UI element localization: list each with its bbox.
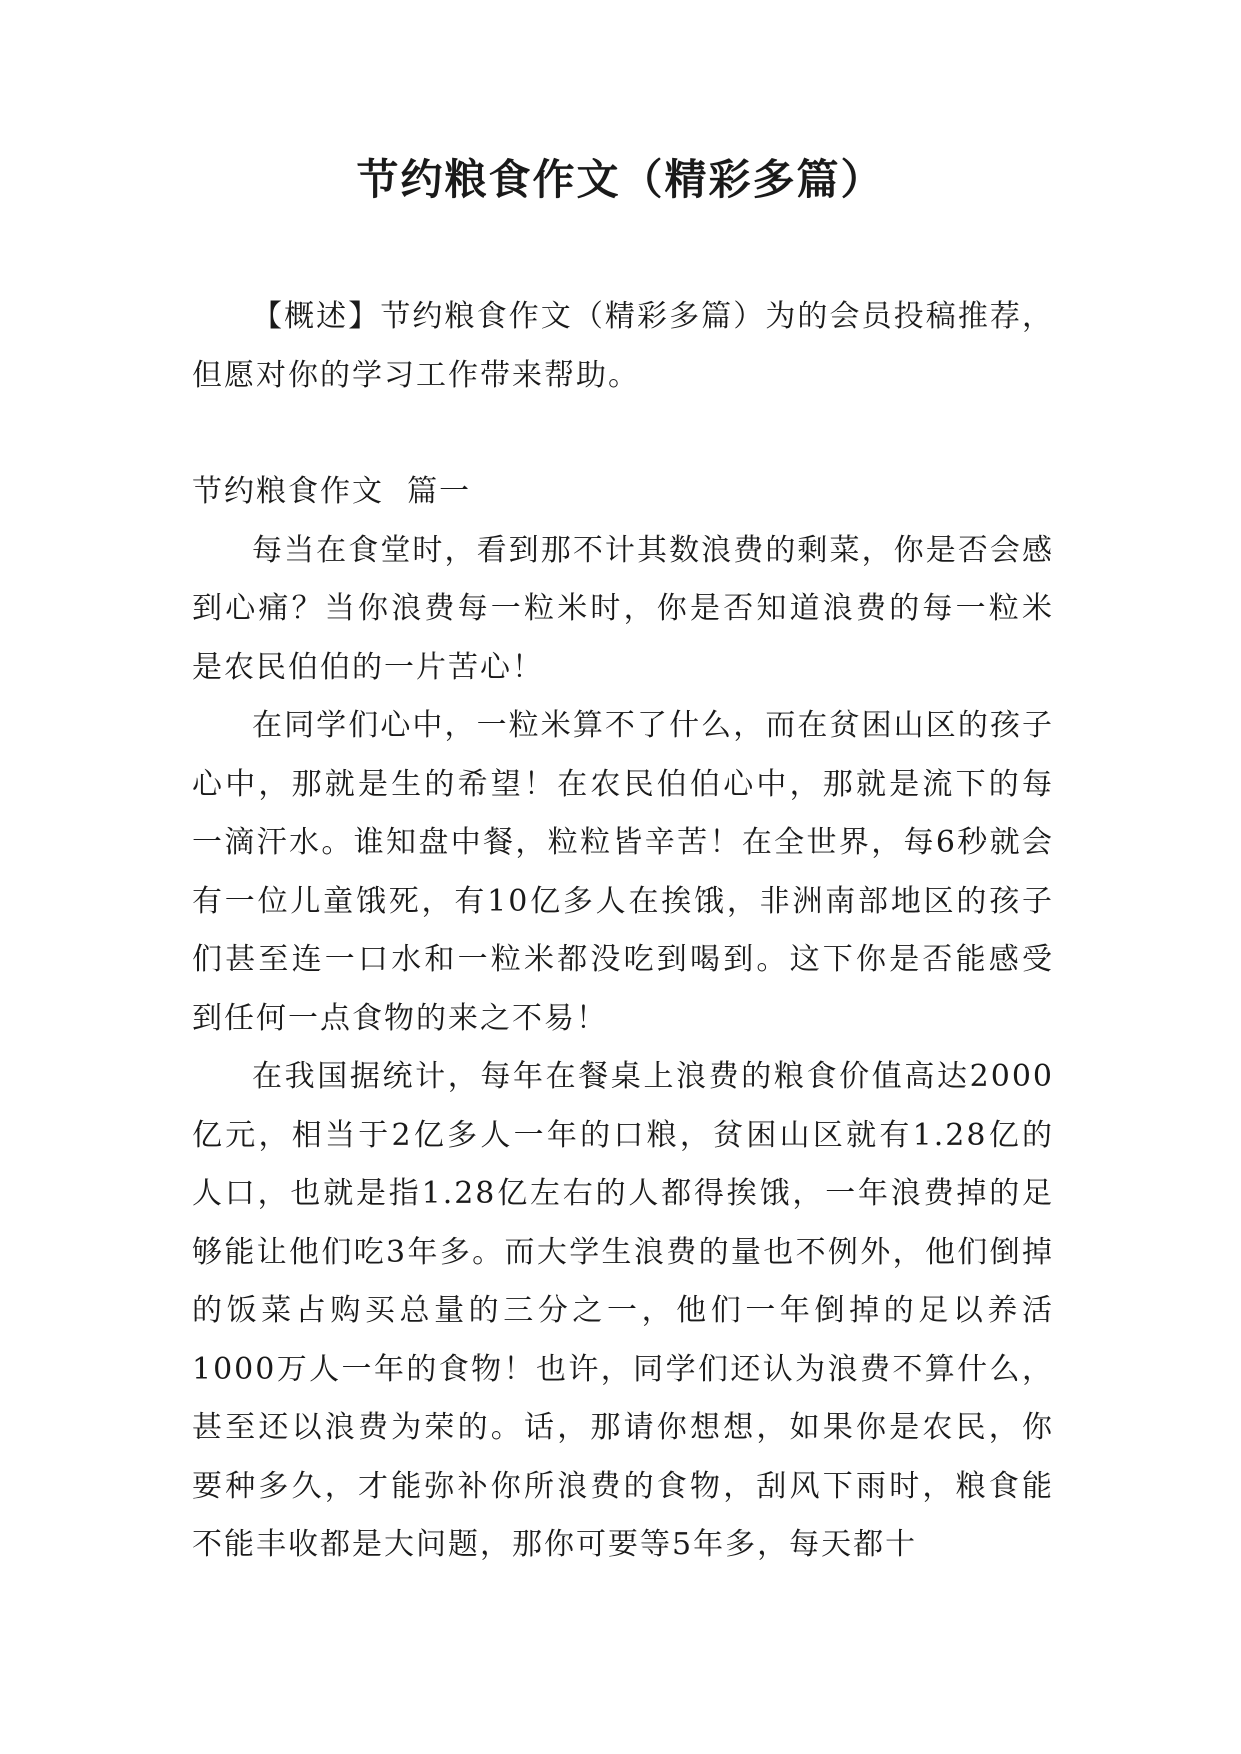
- body-paragraph: 在我国据统计，每年在餐桌上浪费的粮食价值高达2000亿元，相当于2亿多人一年的口粮，贫困山区就有1.28亿的人口，也就是指1.28亿左右的人都得挨饿，一年浪费掉的足够能让他们吃3年多。而大学生浪费的量也不例外，他们倒掉的饭菜占购买总量的三分之一，他们一年倒掉的足以养活1000万人一年的食物！也许，同学们还认为浪费不算什么，甚至还以浪费为荣的。话，那请你想想，如果你是农民，你要种多久，才能弥补你所浪费的食物，刮风下雨时，粮食能不能丰收都是大问题，那你可要等5年多，每天都十: [192, 1059, 1054, 1562]
- body-paragraph: 在同学们心中，一粒米算不了什么，而在贫困山区的孩子心中，那就是生的希望！在农民伯伯心中，那就是流下的每一滴汗水。谁知盘中餐，粒粒皆辛苦！在全世界，每6秒就会有一位儿童饿死，有10亿多人在挨饿，非洲南部地区的孩子们甚至连一口水和一粒米都没吃到喝到。这下你是否能感受到任何一点食物的来之不易！: [192, 708, 1054, 1036]
- summary-paragraph: 【概述】节约粮食作文（精彩多篇）为的会员投稿推荐，但愿对你的学习工作带来帮助。: [192, 299, 1054, 393]
- document-title: 节约粮食作文（精彩多篇）: [356, 155, 885, 204]
- body-paragraph: 每当在食堂时，看到那不计其数浪费的剩菜，你是否会感到心痛？当你浪费每一粒米时，你是否知道浪费的每一粒米是农民伯伯的一片苦心！: [192, 532, 1054, 685]
- section-heading: 节约粮食作文 篇一: [192, 474, 472, 509]
- document-body: [192, 288, 1054, 1575]
